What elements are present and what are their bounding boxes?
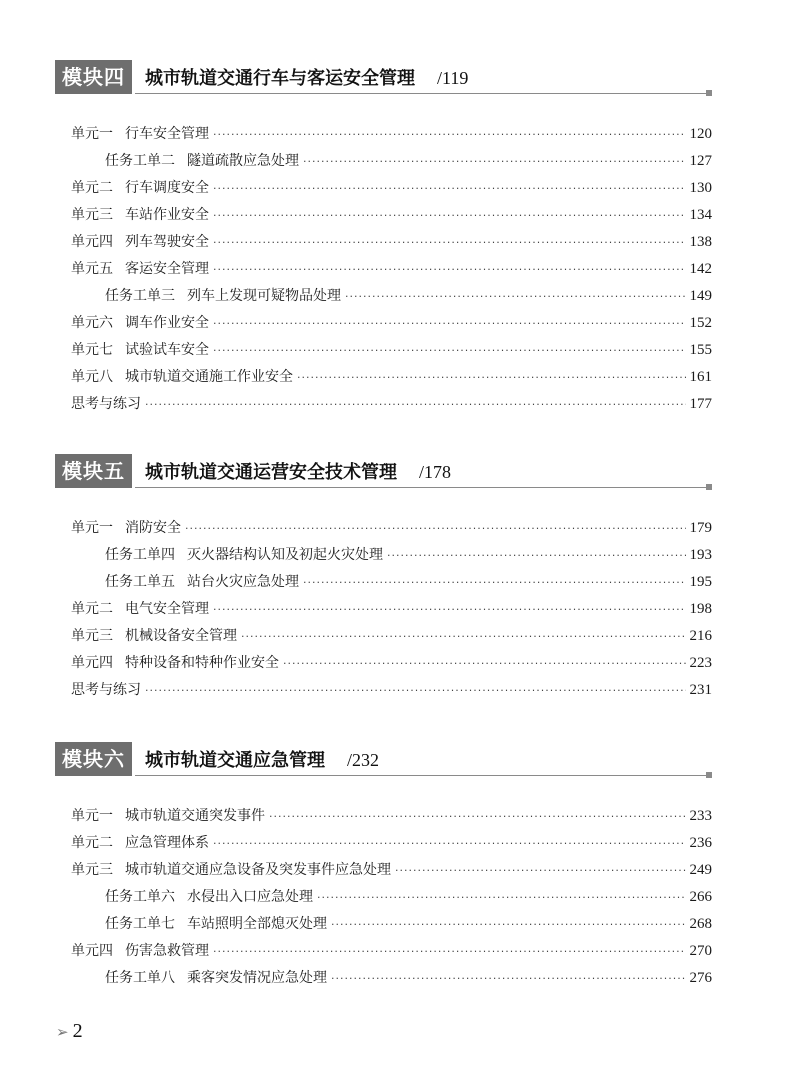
toc-entry-title: 电气安全管理 xyxy=(125,601,209,617)
toc-entry-title: 消防安全 xyxy=(125,520,181,536)
toc-entry-number: 单元四 xyxy=(71,943,113,959)
module-rule xyxy=(135,487,712,488)
module-start-page: /232 xyxy=(347,750,380,770)
toc-leader-dots xyxy=(145,677,686,704)
toc-entry-number: 单元三 xyxy=(71,628,113,644)
module-section-6 xyxy=(55,742,712,986)
module-tag: 模块四 xyxy=(55,60,132,94)
toc-entry-title: 调车作业安全 xyxy=(125,315,209,331)
toc-entry-title: 车站作业安全 xyxy=(125,207,209,223)
toc-entry-number: 单元三 xyxy=(71,862,113,878)
toc-leader-dots xyxy=(269,803,686,830)
toc-entry[interactable] xyxy=(71,310,712,337)
toc-entry-number: 单元一 xyxy=(71,126,113,142)
toc-entry-number: 单元四 xyxy=(71,655,113,671)
module-title xyxy=(145,746,379,775)
toc-entry-title: 伤害急救管理 xyxy=(125,943,209,959)
module-tag: 模块五 xyxy=(55,454,132,488)
toc-entry-title: 行车调度安全 xyxy=(125,180,209,196)
module-title-text: 城市轨道交通行车与客运安全管理 xyxy=(145,68,415,89)
toc-entry-title: 水侵出入口应急处理 xyxy=(187,889,313,905)
toc-entry-page: 193 xyxy=(689,547,712,563)
toc-list xyxy=(71,515,712,704)
module-start-page: /178 xyxy=(419,462,452,482)
toc-entry-number: 任务工单六 xyxy=(105,889,175,905)
toc-leader-dots xyxy=(241,623,686,650)
module-rule-mark xyxy=(706,90,712,96)
toc-entry-page: 138 xyxy=(689,234,712,250)
toc-entry-page: 179 xyxy=(689,520,712,536)
toc-entry-number: 单元二 xyxy=(71,835,113,851)
module-header xyxy=(55,742,712,776)
module-header xyxy=(55,454,712,488)
toc-entry-page: 223 xyxy=(689,655,712,671)
toc-entry-title: 试验试车安全 xyxy=(125,342,209,358)
toc-entry-page: 134 xyxy=(689,207,712,223)
toc-entry-page: 231 xyxy=(689,682,712,698)
toc-entry[interactable] xyxy=(71,337,712,364)
toc-leader-dots xyxy=(213,310,686,337)
toc-leader-dots xyxy=(213,121,686,148)
toc-entry[interactable] xyxy=(71,650,712,677)
toc-entry-page: 149 xyxy=(689,288,712,304)
toc-entry[interactable] xyxy=(71,677,712,704)
toc-entry-title: 列车上发现可疑物品处理 xyxy=(187,288,341,304)
toc-leader-dots xyxy=(317,884,686,911)
module-rule-mark xyxy=(706,484,712,490)
toc-entry-page: 270 xyxy=(689,943,712,959)
toc-entry-page: 152 xyxy=(689,315,712,331)
toc-entry-title: 行车安全管理 xyxy=(125,126,209,142)
toc-entry[interactable] xyxy=(71,830,712,857)
toc-entry[interactable] xyxy=(71,965,712,992)
module-header xyxy=(55,60,712,94)
toc-entry-title: 隧道疏散应急处理 xyxy=(187,153,299,169)
toc-leader-dots xyxy=(213,256,686,283)
toc-entry-title: 特种设备和特种作业安全 xyxy=(125,655,279,671)
page-number: 2 xyxy=(72,1020,83,1042)
toc-entry-title: 城市轨道交通突发事件 xyxy=(125,808,265,824)
toc-entry-page: 142 xyxy=(689,261,712,277)
toc-entry-page: 195 xyxy=(689,574,712,590)
toc-entry[interactable] xyxy=(71,623,712,650)
toc-entry-title: 城市轨道交通施工作业安全 xyxy=(125,369,293,385)
toc-entry[interactable] xyxy=(71,391,712,418)
toc-entry-number: 单元八 xyxy=(71,369,113,385)
toc-entry-title: 乘客突发情况应急处理 xyxy=(187,970,327,986)
toc-entry-number: 单元一 xyxy=(71,520,113,536)
module-title-text: 城市轨道交通运营安全技术管理 xyxy=(145,462,397,483)
toc-entry-page: 249 xyxy=(689,862,712,878)
toc-entry[interactable] xyxy=(71,569,712,596)
toc-leader-dots xyxy=(213,175,686,202)
toc-entry-number: 任务工单三 xyxy=(105,288,175,304)
toc-entry-title: 车站照明全部熄灭处理 xyxy=(187,916,327,932)
toc-entry[interactable] xyxy=(71,884,712,911)
toc-entry-page: 127 xyxy=(689,153,712,169)
toc-entry-number: 任务工单四 xyxy=(105,547,175,563)
toc-leader-dots xyxy=(345,283,686,310)
toc-entry[interactable] xyxy=(71,148,712,175)
toc-entry-number: 单元七 xyxy=(71,342,113,358)
toc-entry-page: 266 xyxy=(689,889,712,905)
toc-entry[interactable] xyxy=(71,256,712,283)
toc-entry-number: 单元五 xyxy=(71,261,113,277)
module-rule-mark xyxy=(706,772,712,778)
toc-entry[interactable] xyxy=(71,803,712,830)
toc-leader-dots xyxy=(303,569,686,596)
toc-leader-dots xyxy=(331,911,686,938)
toc-entry[interactable] xyxy=(71,229,712,256)
toc-entry-title: 城市轨道交通应急设备及突发事件应急处理 xyxy=(125,862,391,878)
toc-leader-dots xyxy=(213,596,686,623)
toc-entry[interactable] xyxy=(71,938,712,965)
toc-leader-dots xyxy=(213,830,686,857)
toc-entry-number: 单元四 xyxy=(71,234,113,250)
toc-entry-title: 客运安全管理 xyxy=(125,261,209,277)
toc-leader-dots xyxy=(387,542,686,569)
toc-entry-title: 灭火器结构认知及初起火灾处理 xyxy=(187,547,383,563)
toc-entry-title: 思考与练习 xyxy=(71,396,141,412)
toc-entry-number: 任务工单五 xyxy=(105,574,175,590)
toc-entry[interactable] xyxy=(71,283,712,310)
toc-list xyxy=(71,803,712,992)
toc-entry-title: 机械设备安全管理 xyxy=(125,628,237,644)
toc-leader-dots xyxy=(213,202,686,229)
toc-leader-dots xyxy=(213,229,686,256)
module-start-page: /119 xyxy=(437,68,469,88)
toc-entry-page: 216 xyxy=(689,628,712,644)
toc-entry-page: 155 xyxy=(689,342,712,358)
toc-entry-number: 任务工单二 xyxy=(105,153,175,169)
arrow-icon: ➢ xyxy=(56,1025,69,1041)
toc-leader-dots xyxy=(213,337,686,364)
toc-entry[interactable] xyxy=(71,857,712,884)
toc-entry-page: 233 xyxy=(689,808,712,824)
module-rule xyxy=(135,775,712,776)
toc-leader-dots xyxy=(395,857,686,884)
toc-entry-number: 单元二 xyxy=(71,601,113,617)
toc-leader-dots xyxy=(283,650,686,677)
toc-leader-dots xyxy=(297,364,686,391)
module-section-4 xyxy=(55,60,712,412)
toc-leader-dots xyxy=(331,965,686,992)
toc-entry[interactable] xyxy=(71,542,712,569)
toc-entry[interactable] xyxy=(71,364,712,391)
toc-entry[interactable] xyxy=(71,515,712,542)
toc-leader-dots xyxy=(213,938,686,965)
toc-leader-dots xyxy=(145,391,686,418)
toc-entry[interactable] xyxy=(71,175,712,202)
module-title xyxy=(145,458,451,487)
toc-entry-title: 思考与练习 xyxy=(71,682,141,698)
module-rule xyxy=(135,93,712,94)
toc-entry[interactable] xyxy=(71,202,712,229)
toc-entry-title: 站台火灾应急处理 xyxy=(187,574,299,590)
toc-entry-page: 130 xyxy=(689,180,712,196)
toc-entry-page: 161 xyxy=(689,369,712,385)
module-section-5 xyxy=(55,454,712,698)
page-footer xyxy=(56,1020,83,1043)
toc-entry-page: 120 xyxy=(689,126,712,142)
toc-entry-page: 198 xyxy=(689,601,712,617)
toc-leader-dots xyxy=(185,515,686,542)
toc-entry-title: 应急管理体系 xyxy=(125,835,209,851)
toc-entry-number: 任务工单七 xyxy=(105,916,175,932)
toc-entry-page: 177 xyxy=(689,396,712,412)
toc-entry-number: 单元一 xyxy=(71,808,113,824)
toc-entry-number: 单元三 xyxy=(71,207,113,223)
toc-entry-page: 268 xyxy=(689,916,712,932)
toc-entry-number: 任务工单八 xyxy=(105,970,175,986)
toc-entry[interactable] xyxy=(71,121,712,148)
toc-leader-dots xyxy=(303,148,686,175)
toc-entry-page: 276 xyxy=(689,970,712,986)
module-title-text: 城市轨道交通应急管理 xyxy=(145,750,325,771)
toc-list xyxy=(71,121,712,418)
module-title xyxy=(145,64,468,93)
toc-entry[interactable] xyxy=(71,911,712,938)
toc-entry-number: 单元二 xyxy=(71,180,113,196)
toc-entry[interactable] xyxy=(71,596,712,623)
module-tag: 模块六 xyxy=(55,742,132,776)
toc-entry-title: 列车驾驶安全 xyxy=(125,234,209,250)
toc-entry-page: 236 xyxy=(689,835,712,851)
toc-entry-number: 单元六 xyxy=(71,315,113,331)
